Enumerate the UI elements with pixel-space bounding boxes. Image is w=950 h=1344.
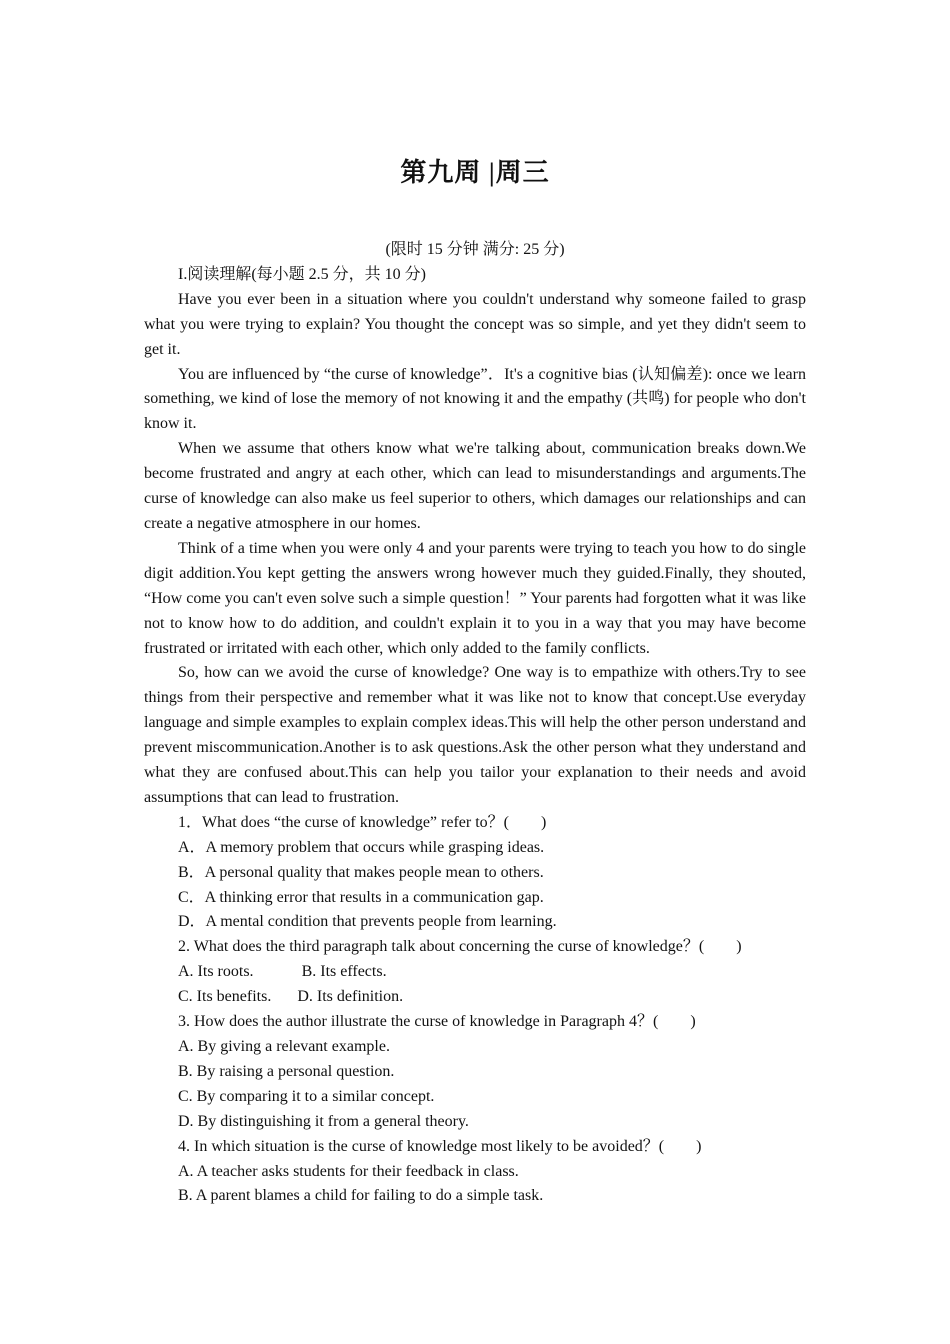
question-2-option-d: D. Its definition.: [297, 988, 404, 1006]
passage-paragraph-5: So, how can we avoid the curse of knowledge? One way is to empathize with others.Try to see things from their perspective and remember what it was like not to know that concept.Use everyday language and simple examples to explain complex ideas.This will help the other person understand and prevent miscommunication.Another is to ask questions.Ask the other person what they understand and what they are confused about.This can help you tailor your explanation to their needs and avoid assumptions that can lead to frustration.: [144, 664, 806, 806]
passage-paragraph-4: Think of a time when you were only 4 and your parents were trying to teach you how to do single digit addition.You kept getting the answers wrong however much they guided.Finally, they shouted, “How come you can't even solve such a simple question！” Your parents had forgotten what it was like not to know how to do addition, and couldn't explain it to you in a way that you may have become frustrated or irritated with each other, which only added to the family conflicts.: [144, 539, 806, 657]
question-3-option-c: C. By comparing it to a similar concept.: [178, 1087, 435, 1105]
question-3-option-a: A. By giving a relevant example.: [178, 1038, 390, 1055]
question-1-option-b: B．A personal quality that makes people mean to others.: [178, 863, 544, 881]
question-3-option-b: B. By raising a personal question.: [178, 1062, 395, 1080]
question-2-stem: 2. What does the third paragraph talk about concerning the curse of knowledge？( ): [178, 938, 742, 956]
question-1-option-c: C．A thinking error that results in a communication gap.: [178, 888, 544, 906]
passage-paragraph-3: When we assume that others know what we're talking about, communication breaks down.We become frustrated and angry at each other, which can lead to misunderstandings and arguments.The curse of knowledge can also make us feel superior to others, which damages our relationships and can create a negative atmosphere in our homes.: [144, 440, 806, 532]
time-limit-note: (限时 15 分钟 满分: 25 分): [385, 241, 565, 258]
question-1-option-a: A．A memory problem that occurs while grasping ideas.: [178, 838, 545, 856]
passage-paragraph-1: Have you ever been in a situation where you couldn't understand why someone failed to grasp what you were trying to explain? You thought the concept was so simple, and yet they didn't seem to get it.: [144, 290, 806, 358]
question-2-options-row-1: [144, 960, 806, 985]
question-4-option-b: B. A parent blames a child for failing to do a simple task.: [178, 1187, 544, 1205]
question-2-option-b: B. Its effects.: [301, 963, 387, 981]
question-4-option-a: A. A teacher asks students for their feedback in class.: [178, 1162, 519, 1180]
question-1-stem: 1．What does “the curse of knowledge” refer to？( ): [178, 813, 547, 831]
question-1-option-d: D．A mental condition that prevents people from learning.: [178, 913, 557, 931]
page-title: 第九周 |周三: [400, 158, 550, 187]
document-body: [144, 238, 806, 1209]
section-heading: I.阅读理解(每小题 2.5 分，共 10 分): [178, 265, 426, 283]
question-3-option-d: D. By distinguishing it from a general theory.: [178, 1112, 469, 1130]
question-2-option-a: A. Its roots.: [178, 963, 254, 981]
question-2-options-row-2: [144, 985, 806, 1010]
question-4-stem: 4. In which situation is the curse of knowledge most likely to be avoided？( ): [178, 1137, 702, 1155]
question-3-stem: 3. How does the author illustrate the curse of knowledge in Paragraph 4？( ): [178, 1013, 696, 1031]
passage-paragraph-2: You are influenced by “the curse of knowledge”．It's a cognitive bias (认知偏差): once we learn something, we kind of lose the memory of not knowing it and the empathy (共鸣) for people who don't know it.: [144, 365, 806, 433]
question-2-option-c: C. Its benefits.: [178, 988, 272, 1006]
